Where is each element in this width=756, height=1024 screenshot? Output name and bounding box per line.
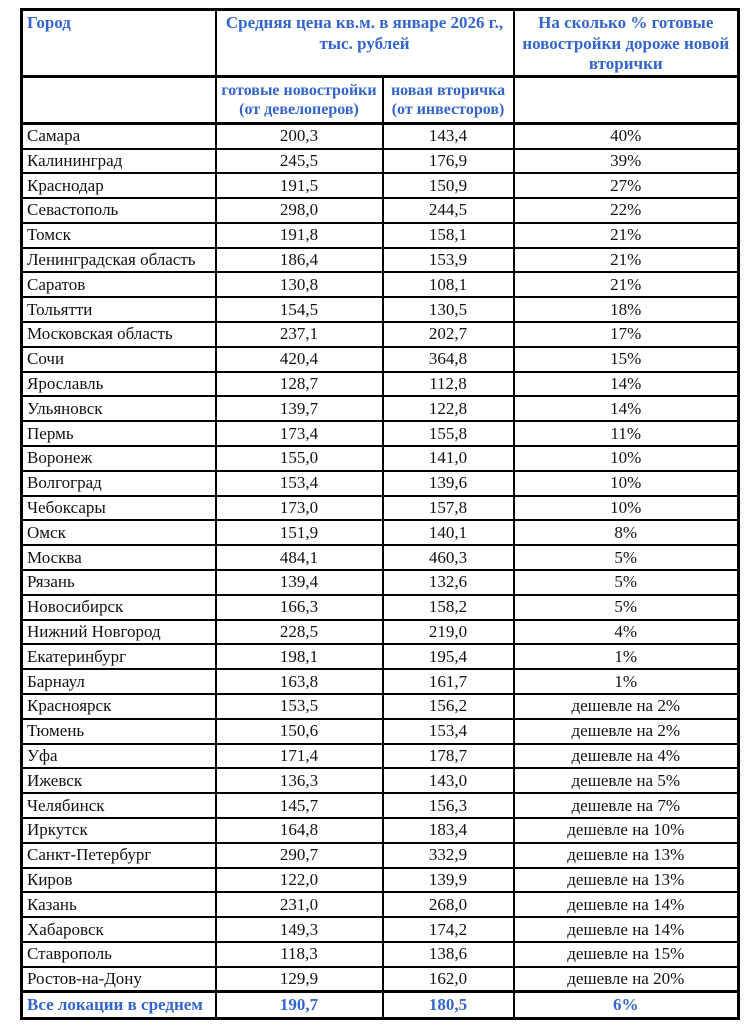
resale-price-cell: 364,8 <box>383 347 514 372</box>
newbuild-price-cell: 191,5 <box>216 173 383 198</box>
premium-cell: 18% <box>514 297 739 322</box>
premium-cell: дешевле на 2% <box>514 694 739 719</box>
city-cell: Москва <box>22 545 216 570</box>
table-row <box>22 719 739 744</box>
city-cell: Ленинградская область <box>22 248 216 273</box>
table-row <box>22 372 739 397</box>
table-row <box>22 892 739 917</box>
premium-cell: дешевле на 20% <box>514 967 739 992</box>
newbuild-price-cell: 128,7 <box>216 372 383 397</box>
newbuild-price-cell: 145,7 <box>216 793 383 818</box>
city-cell: Ставрополь <box>22 942 216 967</box>
summary-newbuild-price-cell: 190,7 <box>216 992 383 1019</box>
premium-cell: дешевле на 15% <box>514 942 739 967</box>
premium-cell: 10% <box>514 471 739 496</box>
table-row <box>22 967 739 992</box>
resale-price-cell: 122,8 <box>383 396 514 421</box>
newbuild-price-cell: 191,8 <box>216 223 383 248</box>
city-cell: Иркутск <box>22 818 216 843</box>
table-row <box>22 917 739 942</box>
premium-cell: 39% <box>514 149 739 174</box>
newbuild-price-cell: 153,4 <box>216 471 383 496</box>
table-row <box>22 272 739 297</box>
premium-cell: 1% <box>514 644 739 669</box>
table-row <box>22 768 739 793</box>
header-premium: На сколько % готовые новостройки дороже новой вторички <box>514 10 739 77</box>
summary-body <box>22 992 739 1019</box>
table-row <box>22 496 739 521</box>
summary-premium-cell: 6% <box>514 992 739 1019</box>
header-row-sub <box>22 77 739 124</box>
resale-price-cell: 176,9 <box>383 149 514 174</box>
table-row <box>22 471 739 496</box>
resale-price-cell: 178,7 <box>383 744 514 769</box>
resale-price-cell: 268,0 <box>383 892 514 917</box>
city-cell: Ульяновск <box>22 396 216 421</box>
summary-city-cell: Все локации в среднем <box>22 992 216 1019</box>
resale-price-cell: 139,9 <box>383 868 514 893</box>
price-comparison-table <box>20 8 740 1020</box>
resale-price-cell: 132,6 <box>383 570 514 595</box>
city-cell: Пермь <box>22 421 216 446</box>
header-sub-resale: новая вторичка (от инвесторов) <box>383 77 514 124</box>
newbuild-price-cell: 118,3 <box>216 942 383 967</box>
premium-cell: 10% <box>514 446 739 471</box>
table-row <box>22 223 739 248</box>
premium-cell: 27% <box>514 173 739 198</box>
premium-cell: дешевле на 4% <box>514 744 739 769</box>
resale-price-cell: 108,1 <box>383 272 514 297</box>
newbuild-price-cell: 164,8 <box>216 818 383 843</box>
newbuild-price-cell: 198,1 <box>216 644 383 669</box>
premium-cell: 5% <box>514 595 739 620</box>
premium-cell: 15% <box>514 347 739 372</box>
newbuild-price-cell: 173,4 <box>216 421 383 446</box>
premium-cell: дешевле на 13% <box>514 868 739 893</box>
resale-price-cell: 158,2 <box>383 595 514 620</box>
header-empty-city <box>22 77 216 124</box>
newbuild-price-cell: 166,3 <box>216 595 383 620</box>
header-empty-premium <box>514 77 739 124</box>
table-row <box>22 793 739 818</box>
premium-cell: дешевле на 14% <box>514 917 739 942</box>
header-price-group: Средняя цена кв.м. в январе 2026 г., тыс. рублей <box>216 10 514 77</box>
table-row <box>22 595 739 620</box>
city-cell: Калининград <box>22 149 216 174</box>
resale-price-cell: 156,2 <box>383 694 514 719</box>
resale-price-cell: 143,4 <box>383 124 514 149</box>
table-row <box>22 421 739 446</box>
premium-cell: дешевле на 2% <box>514 719 739 744</box>
resale-price-cell: 183,4 <box>383 818 514 843</box>
premium-cell: дешевле на 7% <box>514 793 739 818</box>
table-row <box>22 644 739 669</box>
premium-cell: 40% <box>514 124 739 149</box>
premium-cell: дешевле на 14% <box>514 892 739 917</box>
table-row <box>22 124 739 149</box>
newbuild-price-cell: 129,9 <box>216 967 383 992</box>
table-row <box>22 198 739 223</box>
city-cell: Воронеж <box>22 446 216 471</box>
summary-resale-price-cell: 180,5 <box>383 992 514 1019</box>
city-cell: Новосибирск <box>22 595 216 620</box>
city-cell: Рязань <box>22 570 216 595</box>
table-row <box>22 868 739 893</box>
city-cell: Волгоград <box>22 471 216 496</box>
city-cell: Ярославль <box>22 372 216 397</box>
resale-price-cell: 112,8 <box>383 372 514 397</box>
newbuild-price-cell: 228,5 <box>216 620 383 645</box>
table-row <box>22 843 739 868</box>
summary-row <box>22 992 739 1019</box>
city-cell: Тольятти <box>22 297 216 322</box>
city-cell: Казань <box>22 892 216 917</box>
resale-price-cell: 155,8 <box>383 421 514 446</box>
city-cell: Севастополь <box>22 198 216 223</box>
city-cell: Самара <box>22 124 216 149</box>
premium-cell: 14% <box>514 372 739 397</box>
table-row <box>22 322 739 347</box>
resale-price-cell: 195,4 <box>383 644 514 669</box>
newbuild-price-cell: 484,1 <box>216 545 383 570</box>
city-cell: Нижний Новгород <box>22 620 216 645</box>
resale-price-cell: 141,0 <box>383 446 514 471</box>
city-cell: Чебоксары <box>22 496 216 521</box>
premium-cell: 5% <box>514 570 739 595</box>
newbuild-price-cell: 186,4 <box>216 248 383 273</box>
table-row <box>22 149 739 174</box>
premium-cell: дешевле на 5% <box>514 768 739 793</box>
resale-price-cell: 332,9 <box>383 843 514 868</box>
table-row <box>22 620 739 645</box>
resale-price-cell: 143,0 <box>383 768 514 793</box>
premium-cell: 11% <box>514 421 739 446</box>
resale-price-cell: 162,0 <box>383 967 514 992</box>
newbuild-price-cell: 173,0 <box>216 496 383 521</box>
city-cell: Ижевск <box>22 768 216 793</box>
premium-cell: 17% <box>514 322 739 347</box>
premium-cell: 5% <box>514 545 739 570</box>
city-cell: Барнаул <box>22 669 216 694</box>
newbuild-price-cell: 200,3 <box>216 124 383 149</box>
newbuild-price-cell: 153,5 <box>216 694 383 719</box>
table-row <box>22 545 739 570</box>
table-row <box>22 297 739 322</box>
table-row <box>22 744 739 769</box>
newbuild-price-cell: 245,5 <box>216 149 383 174</box>
table-row <box>22 446 739 471</box>
table-header <box>22 10 739 124</box>
newbuild-price-cell: 139,7 <box>216 396 383 421</box>
premium-cell: 8% <box>514 520 739 545</box>
city-cell: Уфа <box>22 744 216 769</box>
premium-cell: 21% <box>514 223 739 248</box>
city-cell: Тюмень <box>22 719 216 744</box>
table-row <box>22 173 739 198</box>
newbuild-price-cell: 171,4 <box>216 744 383 769</box>
premium-cell: дешевле на 10% <box>514 818 739 843</box>
city-cell: Краснодар <box>22 173 216 198</box>
newbuild-price-cell: 163,8 <box>216 669 383 694</box>
resale-price-cell: 157,8 <box>383 496 514 521</box>
city-cell: Омск <box>22 520 216 545</box>
table-row <box>22 570 739 595</box>
resale-price-cell: 158,1 <box>383 223 514 248</box>
newbuild-price-cell: 237,1 <box>216 322 383 347</box>
newbuild-price-cell: 139,4 <box>216 570 383 595</box>
city-cell: Томск <box>22 223 216 248</box>
city-cell: Московская область <box>22 322 216 347</box>
city-cell: Челябинск <box>22 793 216 818</box>
resale-price-cell: 130,5 <box>383 297 514 322</box>
newbuild-price-cell: 151,9 <box>216 520 383 545</box>
table-row <box>22 396 739 421</box>
city-cell: Киров <box>22 868 216 893</box>
resale-price-cell: 140,1 <box>383 520 514 545</box>
resale-price-cell: 219,0 <box>383 620 514 645</box>
premium-cell: 22% <box>514 198 739 223</box>
city-cell: Екатеринбург <box>22 644 216 669</box>
resale-price-cell: 139,6 <box>383 471 514 496</box>
table-row <box>22 669 739 694</box>
newbuild-price-cell: 420,4 <box>216 347 383 372</box>
premium-cell: 4% <box>514 620 739 645</box>
table-row <box>22 694 739 719</box>
newbuild-price-cell: 290,7 <box>216 843 383 868</box>
city-cell: Сочи <box>22 347 216 372</box>
table-row <box>22 347 739 372</box>
city-cell: Красноярск <box>22 694 216 719</box>
premium-cell: 1% <box>514 669 739 694</box>
newbuild-price-cell: 130,8 <box>216 272 383 297</box>
newbuild-price-cell: 150,6 <box>216 719 383 744</box>
resale-price-cell: 150,9 <box>383 173 514 198</box>
table-body <box>22 124 739 992</box>
newbuild-price-cell: 298,0 <box>216 198 383 223</box>
table-row <box>22 942 739 967</box>
resale-price-cell: 138,6 <box>383 942 514 967</box>
resale-price-cell: 174,2 <box>383 917 514 942</box>
resale-price-cell: 153,4 <box>383 719 514 744</box>
newbuild-price-cell: 154,5 <box>216 297 383 322</box>
resale-price-cell: 244,5 <box>383 198 514 223</box>
header-row-main <box>22 10 739 77</box>
table-row <box>22 520 739 545</box>
resale-price-cell: 460,3 <box>383 545 514 570</box>
header-city: Город <box>22 10 216 77</box>
table-row <box>22 818 739 843</box>
header-sub-newbuild: готовые новостройки (от девелоперов) <box>216 77 383 124</box>
premium-cell: 14% <box>514 396 739 421</box>
resale-price-cell: 202,7 <box>383 322 514 347</box>
resale-price-cell: 161,7 <box>383 669 514 694</box>
premium-cell: дешевле на 13% <box>514 843 739 868</box>
resale-price-cell: 153,9 <box>383 248 514 273</box>
city-cell: Санкт-Петербург <box>22 843 216 868</box>
premium-cell: 21% <box>514 248 739 273</box>
table-row <box>22 248 739 273</box>
newbuild-price-cell: 136,3 <box>216 768 383 793</box>
premium-cell: 21% <box>514 272 739 297</box>
premium-cell: 10% <box>514 496 739 521</box>
newbuild-price-cell: 231,0 <box>216 892 383 917</box>
city-cell: Саратов <box>22 272 216 297</box>
newbuild-price-cell: 155,0 <box>216 446 383 471</box>
city-cell: Ростов-на-Дону <box>22 967 216 992</box>
city-cell: Хабаровск <box>22 917 216 942</box>
resale-price-cell: 156,3 <box>383 793 514 818</box>
newbuild-price-cell: 149,3 <box>216 917 383 942</box>
newbuild-price-cell: 122,0 <box>216 868 383 893</box>
